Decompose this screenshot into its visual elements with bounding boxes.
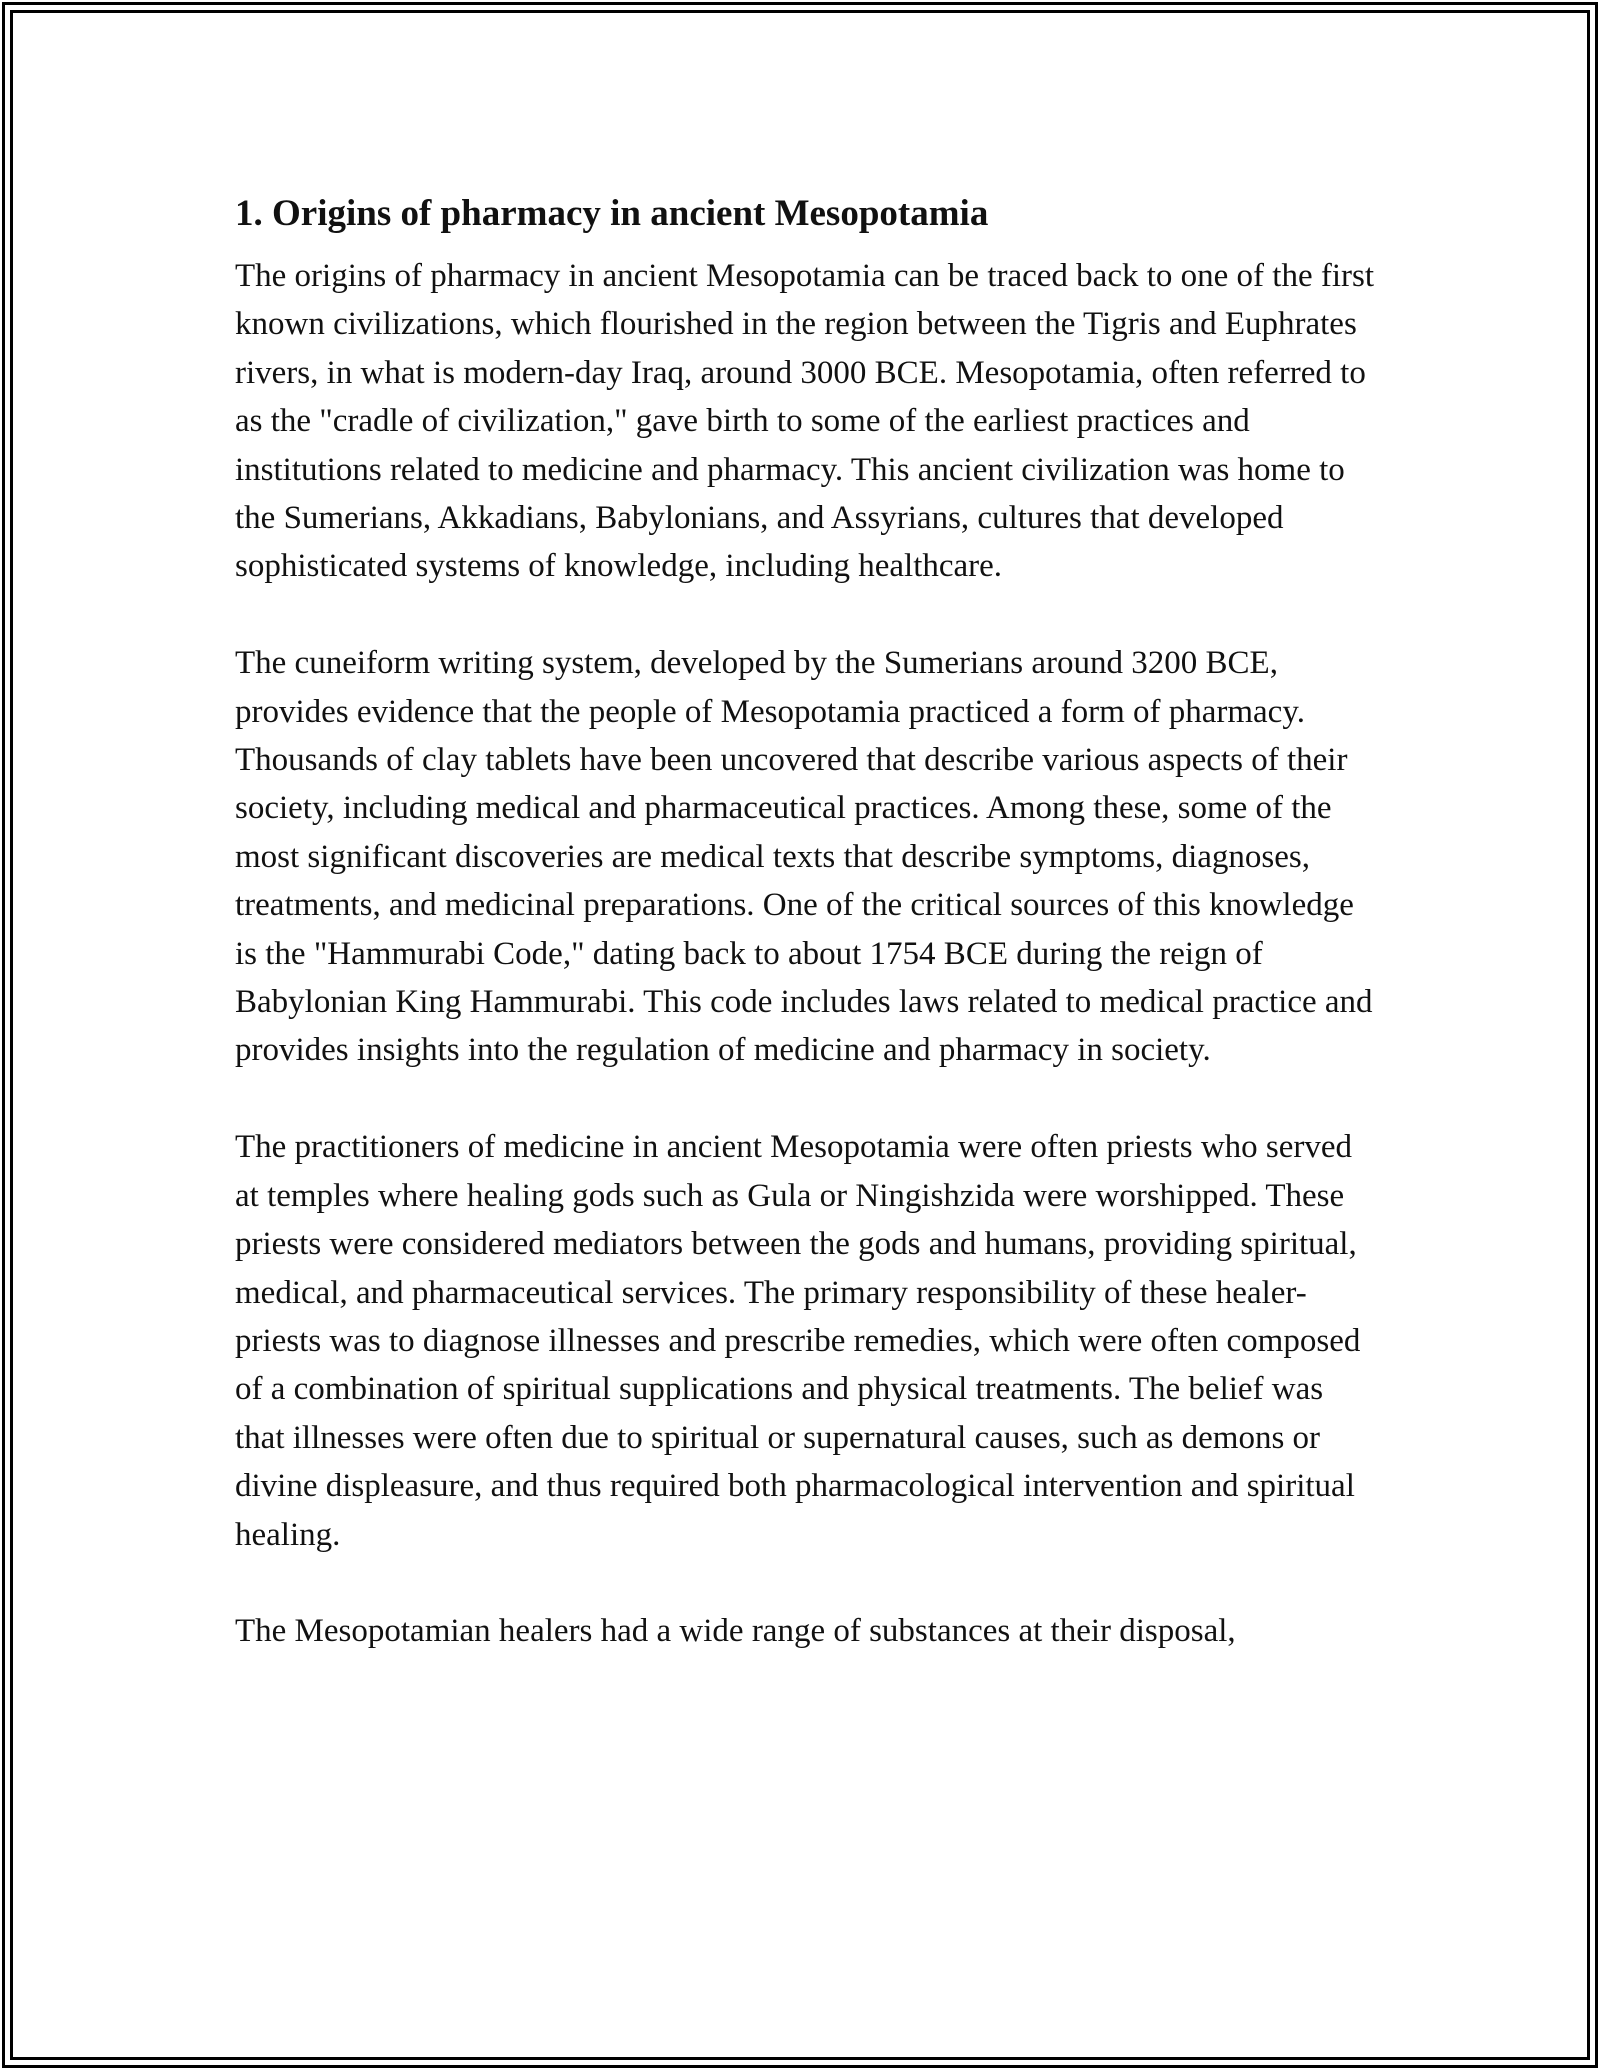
document-body bbox=[235, 186, 1380, 1704]
paragraph-2: The cuneiform writing system, developed by the Sumerians around 3200 BCE, provides evidence that the people of Mesopotamia practiced a form of pharmacy. Thousands of clay tablets have been uncovered that describe various aspects of their society, including medical and pharmaceutical practices. Among these, some of the most significant discoveries are medical texts that describe symptoms, diagnoses, treatments, and medicinal preparations. One of the critical sources of this knowledge is the "Hammurabi Code," dating back to about 1754 BCE during the reign of Babylonian King Hammurabi. This code includes laws related to medical practice and provides insights into the regulation of medicine and pharmacy in society. bbox=[235, 645, 1373, 1069]
paragraph-3: The practitioners of medicine in ancient Mesopotamia were often priests who served at temples where healing gods such as Gula or Ningishzida were worshipped. These priests were considered mediators between the gods and humans, providing spiritual, medical, and pharmaceutical services. The primary responsibility of these healer-priests was to diagnose illnesses and prescribe remedies, which were often composed of a combination of spiritual supplications and physical treatments. The belief was that illnesses were often due to spiritual or supernatural causes, such as demons or divine displeasure, and thus required both pharmacological intervention and spiritual healing. bbox=[235, 1129, 1361, 1553]
paragraph-1: The origins of pharmacy in ancient Mesopotamia can be traced back to one of the first known civilizations, which flourished in the region between the Tigris and Euphrates rivers, in what is modern-day Iraq, around 3000 BCE. Mesopotamia, often referred to as the "cradle of civilization," gave birth to some of the earliest practices and institutions related to medicine and pharmacy. This ancient civilization was home to the Sumerians, Akkadians, Babylonians, and Assyrians, cultures that developed sophisticated systems of knowledge, including healthcare. bbox=[235, 258, 1374, 585]
section-heading: 1. Origins of pharmacy in ancient Mesopotamia bbox=[235, 193, 989, 234]
paragraph-4: The Mesopotamian healers had a wide range of substances at their disposal, bbox=[235, 1613, 1236, 1650]
